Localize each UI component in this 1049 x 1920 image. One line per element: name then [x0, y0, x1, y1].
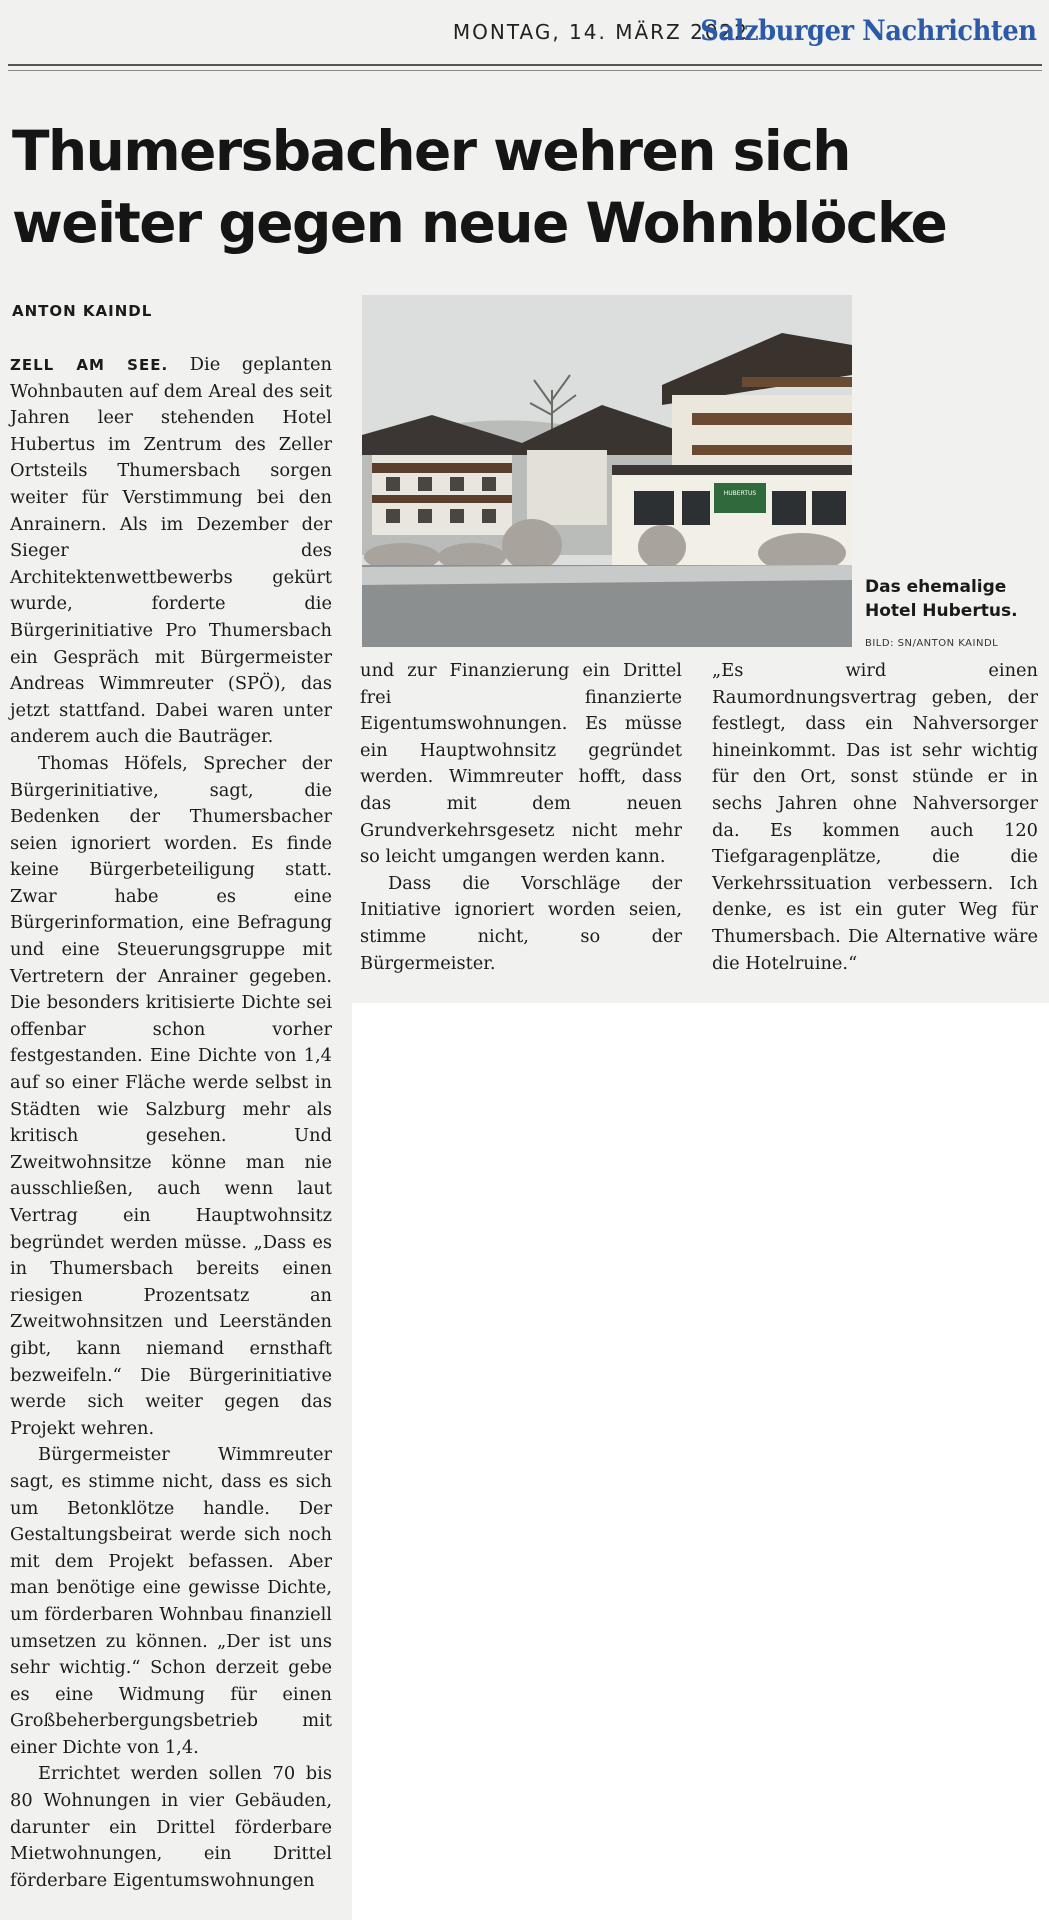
col3-paragraph-1: „Es wird einen Raumordnungsvertrag geben, der festlegt, dass ein Nahversorger hineinkommt. Das ist sehr wichtig für den Ort, sonst stünde er in sechs Jahren ohne Nahversorger da. Es kommen auch 120 Tiefgaragenplätze, die die Verkehrssituation verbessern. Ich denke, es ist ein guter Weg für Thumersbach. Die Alternative wäre die Hotelruine.“: [712, 660, 1038, 974]
col2-paragraph-1: und zur Finanzierung ein Drittel frei finanzierte Eigentumswohnungen. Es müsse ein Hauptwohnsitz gegründet werden. Wimmreuter hofft, dass das mit dem neuen Grundverkehrsgesetz nicht mehr so leicht umgangen werden kann.: [360, 660, 682, 868]
photo-caption-line-1: Das ehemalige: [865, 577, 1007, 597]
masthead: [0, 0, 1049, 64]
article-headline: [12, 115, 1012, 259]
article-column-1: [10, 352, 332, 1894]
photo-caption: [865, 575, 1045, 623]
article-column-3: [712, 658, 1038, 977]
photo-credit: BILD: SN/ANTON KAINDL: [865, 638, 999, 649]
hotel-photo-image: [362, 295, 852, 647]
dateline: ZELL AM SEE.: [10, 356, 169, 374]
headline-line-2: weiter gegen neue Wohnblöcke: [12, 191, 947, 255]
hotel-photo: [362, 295, 852, 647]
headline-line-1: Thumersbacher wehren sich: [12, 119, 850, 183]
author-byline: ANTON KAINDL: [12, 302, 153, 320]
paragraph-4: Errichtet werden sollen 70 bis 80 Wohnungen in vier Gebäuden, darunter ein Drittel förderbare Mietwohnungen, ein Drittel förderbare Eigentumswohnungen: [10, 1763, 332, 1891]
photo-caption-line-2: Hotel Hubertus.: [865, 601, 1018, 621]
issue-date: MONTAG, 14. MÄRZ 2022: [452, 20, 749, 44]
masthead-rule: [8, 64, 1042, 66]
paragraph-3: Bürgermeister Wimmreuter sagt, es stimme nicht, dass es sich um Betonklötze handle. Der Gestaltungsbeirat werde sich noch mit dem Projekt befassen. Aber man benötige eine gewisse Dichte, um förderbaren Wohnbau finanziell umsetzen zu können. „Der ist uns sehr wichtig.“ Schon derzeit gebe es eine Widmung für einen Großbeherbergungsbetrieb mit einer Dichte von 1,4.: [10, 1444, 332, 1758]
col2-paragraph-2: Dass die Vorschläge der Initiative ignoriert worden seien, stimme nicht, so der Bürgermeister.: [360, 872, 682, 974]
paragraph-2: Thomas Höfels, Sprecher der Bürgerinitiative, sagt, die Bedenken der Thumersbacher seien ignoriert worden. Es finde keine Bürgerbeteiligung statt. Zwar habe es eine Bürgerinformation, eine Befragung und eine Steuerungsgruppe mit Vertretern der Anrainer gegeben. Die besonders kritisierte Dichte sei offenbar schon vorher festgestanden. Eine Dichte von 1,4 auf so einer Fläche werde selbst in Städten wie Salzburg mehr als kritisch gesehen. Und Zweitwohnsitze könne man nie ausschließen, auch wenn laut Vertrag ein Hauptwohnsitz begründet werden müsse. „Dass es in Thumersbach bereits einen riesigen Prozentsatz an Zweitwohnsitzen und Leerständen gibt, kann niemand ernsthaft bezweifeln.“ Die Bürgerinitiative werde sich weiter gegen das Projekt wehren.: [10, 752, 332, 1439]
hotel-sign: HUBERTUS: [723, 490, 757, 497]
article-column-2: [360, 658, 682, 977]
paragraph-1: [10, 352, 332, 751]
newspaper-logo: Salzburger Nachrichten: [700, 14, 1037, 47]
paragraph-1-text: Die geplanten Wohnbauten auf dem Areal des seit Jahren leer stehenden Hotel Hubertus im Zentrum des Zeller Ortsteils Thumersbach sorgen weiter für Verstimmung bei den Anrainern. Als im Dezember der Sieger des Architektenwettbewerbs gekürt wurde, forderte die Bürgerinitiative Pro Thumersbach ein Gespräch mit Bürgermeister Andreas Wimmreuter (SPÖ), das jetzt stattfand. Dabei waren unter anderem auch die Bauträger.: [10, 354, 332, 748]
masthead-rule-thin: [8, 70, 1042, 71]
